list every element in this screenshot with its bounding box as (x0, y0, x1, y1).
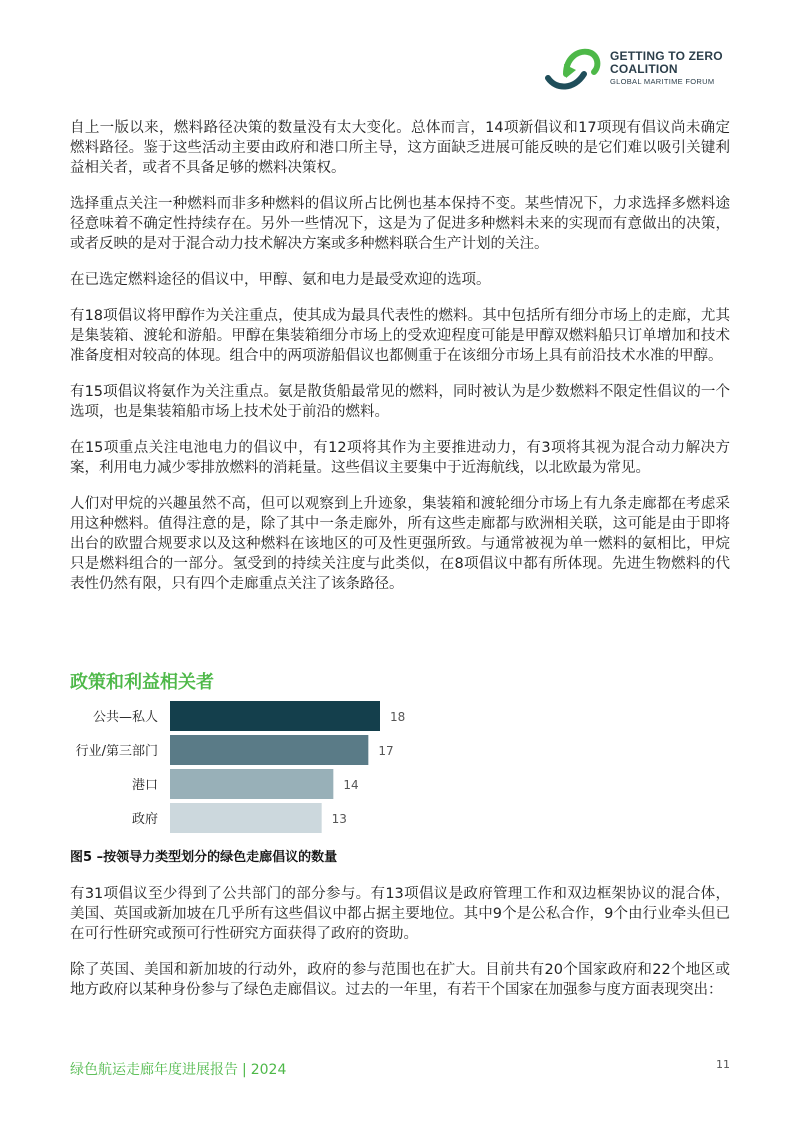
bar (170, 769, 333, 799)
leadership-bar-chart (70, 700, 490, 836)
paragraph: 自上一版以来，燃料路径决策的数量没有太大变化。总体而言，14项新倡议和17项现有倡议尚未确定燃料路径。鉴于这些活动主要由政府和港口所主导，这方面缺乏进展可能反映的是它们难以吸引关键利益相关者，或者不具备足够的燃料决策权。 (70, 120, 730, 176)
paragraph: 人们对甲烷的兴趣虽然不高，但可以观察到上升迹象，集装箱和渡轮细分市场上有九条走廊都在考虑采用这种燃料。值得注意的是，除了其中一条走廊外，所有这些走廊都与欧洲相关联，这可能是由于即将出台的欧盟合规要求以及这种燃料在该地区的可及性更强所致。与通常被视为单一燃料的氨相比，甲烷只是燃料组合的一部分。氢受到的持续关注度与此类似，在8项倡议中都有所体现。先进生物燃料的代表性仍然有限，只有四个走廊重点关注了该条路径。 (70, 496, 730, 592)
coalition-logo (544, 44, 744, 94)
paragraph: 有18项倡议将甲醇作为关注重点，使其成为最具代表性的燃料。其中包括所有细分市场上的走廊，尤其是集装箱、渡轮和游船。甲醇在集装箱细分市场上的受欢迎程度可能是甲醇双燃料船只订单增加和技术准备度相对较高的体现。组合中的两项游船倡议也都侧重于在该细分市场上具有前沿技术水准的甲醇。 (70, 308, 730, 364)
category-label: 公共—私人 (92, 710, 158, 725)
logo-line-getting-to-zero: GETTING TO ZERO (610, 49, 723, 63)
footer-report-title (70, 1059, 286, 1079)
paragraph: 选择重点关注一种燃料而非多种燃料的倡议所占比例也基本保持不变。某些情况下，力求选择多燃料途径意味着不确定性持续存在。另外一些情况下，这是为了促进多种燃料未来的实现而有意做出的决策，或者反映的是对于混合动力技术解决方案或多种燃料联合生产计划的关注。 (70, 196, 730, 252)
body-text-continued (70, 884, 730, 1016)
bar-value-label: 17 (378, 744, 394, 758)
bar (170, 803, 322, 833)
category-label: 港口 (131, 778, 158, 793)
figure-caption: 图5 –按领导力类型划分的绿色走廊倡议的数量 (70, 850, 338, 865)
logo-text (610, 50, 723, 87)
section-heading: 政策和利益相关者 (70, 672, 214, 693)
bar-value-label: 14 (343, 778, 359, 792)
category-label: 行业/第三部门 (75, 744, 158, 759)
footer-separator: | (242, 1062, 247, 1078)
page-number: 11 (716, 1058, 730, 1071)
paragraph: 有15项倡议将氨作为关注重点。氨是散货船最常见的燃料，同时被认为是少数燃料不限定性倡议的一个选项，也是集装箱船市场上技术处于前沿的燃料。 (70, 384, 730, 420)
logo-line-global-maritime-forum: GLOBAL MARITIME FORUM (610, 77, 715, 86)
coalition-logo-icon (544, 44, 602, 94)
bar-value-label: 18 (390, 710, 406, 724)
category-label: 政府 (131, 812, 158, 827)
bar-value-label: 13 (331, 812, 347, 826)
bar (170, 701, 380, 731)
bar (170, 735, 368, 765)
bar-chart-svg (70, 700, 490, 836)
paragraph: 在已选定燃料途径的倡议中，甲醇、氨和电力是最受欢迎的选项。 (70, 272, 491, 288)
paragraph: 在15项重点关注电池电力的倡议中，有12项将其作为主要推进动力，有3项将其视为混合动力解决方案，利用电力减少零排放燃料的消耗量。这些倡议主要集中于近海航线，以北欧最为常见。 (70, 440, 730, 476)
report-title: 绿色航运走廊年度进展报告 (70, 1062, 238, 1078)
logo-line-coalition: COALITION (610, 62, 678, 76)
report-year: 2024 (250, 1062, 287, 1078)
paragraph: 除了英国、美国和新加坡的行动外，政府的参与范围也在扩大。目前共有20个国家政府和22个地区或地方政府以某种身份参与了绿色走廊倡议。过去的一年里，有若干个国家在加强参与度方面表现突出： (70, 962, 730, 998)
paragraph: 有31项倡议至少得到了公共部门的部分参与。有13项倡议是政府管理工作和双边框架协议的混合体，美国、英国或新加坡在几乎所有这些倡议中都占据主要地位。其中9个是公私合作，9个由行业牵头但已在可行性研究或预可行性研究方面获得了政府的资助。 (70, 886, 730, 942)
body-text (70, 118, 730, 610)
